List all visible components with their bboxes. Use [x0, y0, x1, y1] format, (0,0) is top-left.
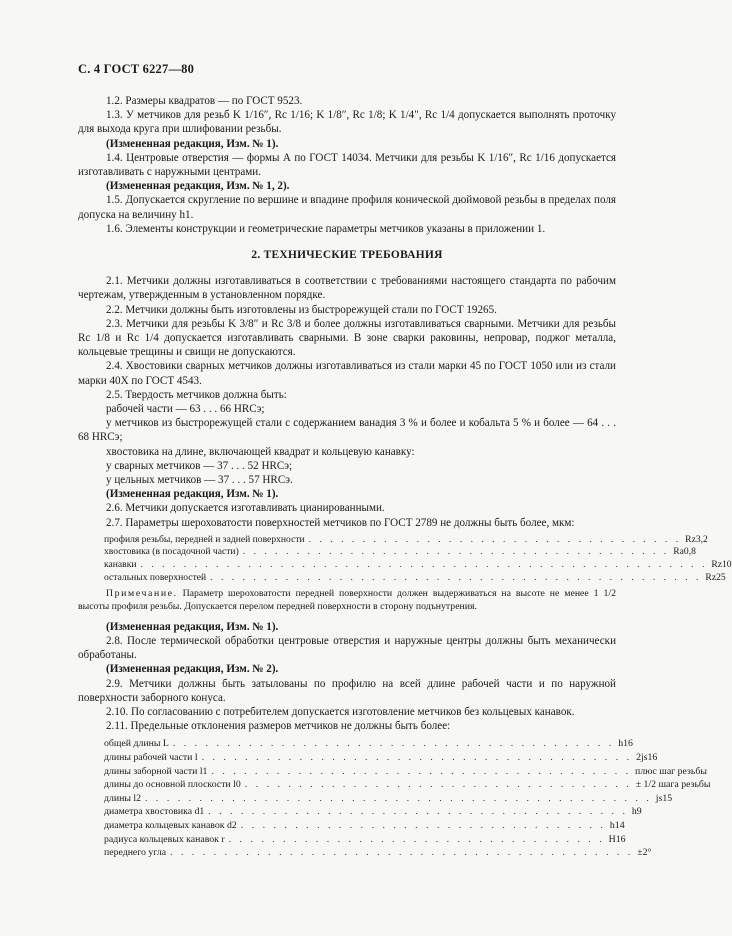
tolerance-label: длины заборной части l1 — [104, 765, 208, 777]
amendment-note: (Измененная редакция, Изм. № 1). — [106, 488, 279, 501]
leader-dots: . . . . . . . . . . . . . . . . . . . . . . . . . . . . . . . . . . . — [308, 533, 682, 545]
amendment-note: (Измененная редакция, Изм. № 1). — [106, 620, 279, 633]
roughness-value: Rz10 — [711, 559, 732, 571]
note — [78, 588, 616, 614]
tolerance-table — [104, 737, 711, 859]
tolerance-value: ±2° — [637, 847, 652, 859]
leader-dots: . . . . . . . . . . . . . . . . . . . . . . . . . . . . . . . . . . . . . . . . . . . — [170, 847, 634, 859]
tolerance-row — [104, 819, 625, 833]
amendment-note: (Измененная редакция, Изм. № 2). — [106, 663, 279, 676]
leader-dots: . . . . . . . . . . . . . . . . . . . . . . . . . . . . . . . . . . . — [228, 833, 605, 845]
document-body — [78, 94, 732, 860]
roughness-label: профиля резьбы, передней и задней поверхности — [104, 533, 305, 545]
roughness-value: Rz3,2 — [685, 533, 708, 545]
note-prefix: Примечание. — [106, 588, 178, 600]
amendment-note: (Измененная редакция, Изм. № 1). — [106, 137, 279, 150]
tolerance-row — [104, 751, 658, 765]
tolerance-label: переднего угла — [104, 847, 167, 859]
hardness-line: рабочей части — 63 . . . 66 HRCэ; — [106, 403, 265, 416]
roughness-row — [104, 559, 732, 572]
section-title: 2. ТЕХНИЧЕСКИЕ ТРЕБОВАНИЯ — [251, 249, 443, 262]
tolerance-value: h9 — [631, 806, 642, 818]
paragraph-2-1: 2.1. Метчики должны изготавливаться в соответствии с требованиями настоящего стандарта по рабочим чертежам, утвержденным в установленном порядке. — [78, 275, 616, 302]
tolerance-label: длины l2 — [104, 792, 142, 804]
tolerance-label: общей длины L — [104, 738, 169, 750]
roughness-label: канавки — [104, 559, 137, 571]
tolerance-value: h14 — [609, 820, 625, 832]
tolerance-value: ± 1/2 шага резьбы — [635, 779, 711, 791]
tolerance-label: диаметра хвостовика d1 — [104, 806, 205, 818]
note-text: Параметр шероховатости передней поверхности должен выдерживаться на высоте не менее 1 1/2 высоты профиля резьбы. Допускается перелом передней поверхности в сторону подънутрения. — [78, 588, 616, 613]
paragraph-1-3: 1.3. У метчиков для резьб K 1/16″, Rc 1/16; K 1/8″, Rc 1/8; K 1/4″, Rc 1/4 допускается выполнять проточку для выхода круга при шлифовании резьбы. — [78, 109, 616, 136]
roughness-value: Rz25 — [705, 571, 726, 583]
hardness-line: хвостовика на длине, включающей квадрат и кольцевую канавку: — [106, 445, 415, 458]
amendment-note: (Измененная редакция, Изм. № 1, 2). — [106, 180, 290, 193]
tolerance-row — [104, 846, 652, 860]
roughness-value: Ra0,8 — [673, 546, 696, 558]
paragraph-1-6: 1.6. Элементы конструкции и геометрические параметры метчиков указаны в приложении 1. — [106, 222, 546, 235]
paragraph-2-7: 2.7. Параметры шероховатости поверхностей метчиков по ГОСТ 2789 не должны быть более, мкм: — [106, 516, 575, 529]
paragraph-2-5: 2.5. Твердость метчиков должна быть: — [106, 388, 287, 401]
roughness-row — [104, 546, 696, 559]
paragraph-1-4: 1.4. Центровые отверстия — формы А по ГОСТ 14034. Метчики для резьбы K 1/16″, Rc 1/16 допускается изготавливать с наружными центрами. — [78, 151, 616, 179]
paragraph-1-2: 1.2. Размеры квадратов — по ГОСТ 9523. — [106, 95, 303, 107]
tolerance-row — [104, 778, 711, 792]
tolerance-row — [104, 833, 626, 847]
tolerance-value: 2js16 — [636, 752, 658, 764]
roughness-row — [104, 533, 708, 547]
paragraph-2-3: 2.3. Метчики для резьбы K 3/8″ и Rc 3/8 и более должны изготавливаться сварными. Метчики для резьбы Rc 1/8 и Rc 1/4 допускается изготавливать сварными. В зоне сварки раковины, непровар, поджог металла, кольцевые трещины и свищи не допускаются. — [78, 317, 616, 359]
roughness-label: хвостовика (в посадочной части) — [104, 546, 239, 558]
tolerance-label: длины до основной плоскости l0 — [104, 779, 241, 791]
leader-dots: . . . . . . . . . . . . . . . . . . . . . . . . . . . . . . . . . . . . . . . . — [242, 546, 670, 558]
tolerance-row — [104, 805, 642, 819]
tolerance-label: диаметра кольцевых канавок d2 — [104, 820, 237, 832]
hardness-line: у цельных метчиков — 37 . . . 57 HRCэ. — [106, 474, 293, 487]
paragraph-1-5: 1.5. Допускается скругление по вершине и впадине профиля конической дюймовой резьбы в пределах поля допуска на величину h1. — [78, 194, 616, 221]
leader-dots: . . . . . . . . . . . . . . . . . . . . . . . . . . . . . . . . . . . . . . . . . . . . . . . — [145, 792, 652, 804]
leader-dots: . . . . . . . . . . . . . . . . . . . . . . . . . . . . . . . . . . . . . . . . . . . . . . — [210, 571, 702, 583]
leader-dots: . . . . . . . . . . . . . . . . . . . . . . . . . . . . . . . . . . . . . . . — [208, 806, 628, 818]
hardness-line: у метчиков из быстрорежущей стали с содержанием ванадия 3 % и более и кобальта 5 % и более — 64 . . . 68 HRCэ; — [78, 417, 616, 444]
paragraph-2-4: 2.4. Хвостовики сварных метчиков должны изготавливаться из стали марки 45 по ГОСТ 1050 или из стали марки 40Х по ГОСТ 4543. — [78, 360, 616, 387]
roughness-row — [104, 571, 726, 585]
leader-dots: . . . . . . . . . . . . . . . . . . . . . . . . . . . . . . . . . . . . — [244, 779, 632, 791]
leader-dots: . . . . . . . . . . . . . . . . . . . . . . . . . . . . . . . . . . . . . . . . . . . . . . . . . . . . . — [140, 559, 708, 571]
leader-dots: . . . . . . . . . . . . . . . . . . . . . . . . . . . . . . . . . . . . . . . . — [201, 752, 633, 764]
tolerance-row — [104, 737, 633, 751]
page-header: С. 4 ГОСТ 6227—80 — [78, 62, 195, 76]
tolerance-row — [104, 792, 673, 806]
tolerance-row — [104, 765, 707, 779]
paragraph-2-8: 2.8. После термической обработки центровые отверстия и наружные центры должны быть механически обработаны. — [78, 635, 616, 662]
paragraph-2-11: 2.11. Предельные отклонения размеров метчиков не должны быть более: — [106, 720, 451, 733]
tolerance-label: радиуса кольцевых канавок r — [104, 833, 225, 845]
tolerance-value: h16 — [618, 738, 633, 750]
tolerance-value: H16 — [608, 833, 626, 845]
roughness-table — [104, 533, 732, 584]
hardness-line: у сварных метчиков — 37 . . . 52 HRCэ; — [106, 459, 293, 472]
tolerance-value: плюс шаг резьбы — [635, 765, 707, 777]
paragraph-2-2: 2.2. Метчики должны быть изготовлены из быстрорежущей стали по ГОСТ 19265. — [106, 303, 497, 316]
paragraph-2-9: 2.9. Метчики должны быть затылованы по профилю на всей длине рабочей части и по наружной поверхности заборного конуса. — [78, 677, 616, 704]
paragraph-2-10: 2.10. По согласованию с потребителем допускается изготовление метчиков без кольцевых канавок. — [106, 706, 575, 719]
roughness-label: остальных поверхностей — [104, 571, 207, 583]
paragraph-2-6: 2.6. Метчики допускается изготавливать цианированными. — [106, 502, 385, 515]
tolerance-value: js15 — [655, 792, 673, 804]
leader-dots: . . . . . . . . . . . . . . . . . . . . . . . . . . . . . . . . . . . . . . . . . — [172, 738, 615, 750]
leader-dots: . . . . . . . . . . . . . . . . . . . . . . . . . . . . . . . . . . . . . . . — [211, 765, 632, 777]
tolerance-label: длины рабочей части l — [104, 752, 198, 764]
leader-dots: . . . . . . . . . . . . . . . . . . . . . . . . . . . . . . . . . . — [240, 820, 606, 832]
